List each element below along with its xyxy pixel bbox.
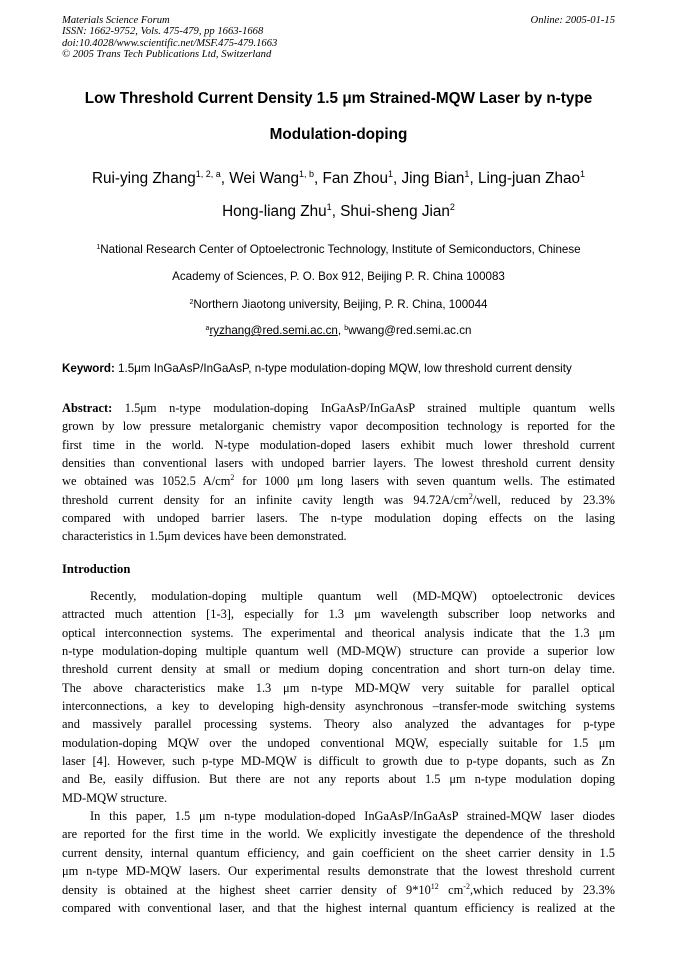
- email-marker: b: [344, 325, 349, 332]
- journal-header: [62, 15, 615, 61]
- superscript: -2: [463, 881, 470, 891]
- intro-line: attracted much attention [1-3], especially for 1.3 μm wavelength subscriber loop networks and: [62, 607, 615, 622]
- intro-line: are reported for the first time in the world. We explicitly investigate the dependence of the threshold: [62, 827, 615, 842]
- affiliation-marker: 1: [96, 244, 101, 251]
- author-name: Wei Wang: [229, 170, 299, 187]
- abstract-line: [62, 472, 615, 490]
- abstract-label: Abstract:: [62, 401, 113, 415]
- abstract-line: grown by low pressure metalorganic chemistry vapor decomposition technology is reported for the: [62, 419, 615, 434]
- intro-text: ,which reduced by 23.3%: [469, 882, 615, 897]
- introduction-body: [62, 587, 615, 917]
- keyword-label: Keyword:: [62, 362, 115, 375]
- author-name: Hong-liang Zhu: [222, 203, 327, 220]
- intro-line: optical interconnection systems. The experimental and theorical analysis indicate that the 1.3 μm: [62, 625, 615, 640]
- intro-line: Recently, modulation-doping multiple quantum well (MD-MQW) optoelectronic devices: [90, 589, 615, 603]
- intro-text: density is obtained at the highest sheet carrier density of 9*10: [62, 882, 431, 897]
- intro-line: MD-MQW structure.: [62, 790, 168, 805]
- author-separator: ,: [331, 203, 341, 220]
- paper-title-line-2: Modulation-doping: [269, 126, 408, 143]
- journal-name: Materials Science Forum: [62, 15, 170, 26]
- author-separator: ,: [313, 170, 323, 187]
- affiliation-1-line-2: Academy of Sciences, P. O. Box 912, Beijing P. R. China 100083: [172, 270, 505, 283]
- doi-line: doi:10.4028/www.scientific.net/MSF.475-479.1663: [62, 37, 278, 49]
- intro-line: n-type modulation-doping multiple quantum well (MD-MQW) structure can provide a superior low: [62, 644, 615, 659]
- issn-line: ISSN: 1662-9752, Vols. 475-479, pp 1663-1668: [62, 26, 264, 38]
- abstract: [62, 399, 615, 546]
- email-link-b: wwang@red.semi.ac.cn: [348, 324, 472, 337]
- superscript: 2: [468, 491, 473, 501]
- affiliation-marker: 2: [189, 299, 194, 306]
- email-line: [62, 324, 615, 337]
- affiliation-1-line-1: [62, 243, 615, 256]
- abstract-line: densities than conventional lasers with undoped barrier layers. The lowest threshold current density: [62, 456, 615, 471]
- author-name: Shui-sheng Jian: [340, 203, 450, 220]
- author-affil-sup: 2: [449, 202, 455, 212]
- abstract-text: 1.5μm n-type modulation-doping InGaAsP/InGaAsP strained multiple quantum wells: [112, 401, 615, 415]
- abstract-line: first time in the world. N-type modulation-doped lasers exhibit much lower threshold current: [62, 437, 615, 452]
- author-affil-sup: 1, b: [298, 169, 314, 179]
- abstract-line: [62, 399, 615, 417]
- author-name: Fan Zhou: [322, 170, 388, 187]
- email-link-a[interactable]: ryzhang@red.semi.ac.cn: [209, 324, 338, 337]
- abstract-text: threshold current density for an infinite cavity length was 94.72A/cm: [62, 492, 469, 507]
- author-list-line-2: [62, 203, 615, 221]
- author-separator: ,: [469, 170, 478, 187]
- email-marker: a: [205, 325, 210, 332]
- intro-text: cm: [438, 882, 464, 897]
- section-heading-introduction: Introduction: [62, 562, 131, 576]
- abstract-text: we obtained was 1052.5 A/cm: [62, 474, 231, 489]
- author-name: Rui-ying Zhang: [91, 170, 196, 187]
- author-name: Jing Bian: [401, 170, 465, 187]
- author-affil-sup: 1: [580, 169, 586, 179]
- intro-line: [62, 881, 615, 899]
- author-affil-sup: 1: [464, 169, 470, 179]
- abstract-text: /well, reduced by 23.3%: [472, 492, 615, 507]
- author-name: Ling-juan Zhao: [477, 170, 580, 187]
- abstract-line: compared with undoped barrier lasers. The n-type modulation doping effects on the lasing: [62, 511, 615, 526]
- affiliation-2: [62, 298, 615, 311]
- intro-line: compared with conventional laser, and that the highest internal quantum efficiency is realized at the: [62, 900, 615, 915]
- keyword-text: 1.5μm InGaAsP/InGaAsP, n-type modulation-doping MQW, low threshold current density: [114, 362, 572, 375]
- intro-line: μm n-type MD-MQW lasers. Our experimental results demonstrate that the lowest threshold current: [62, 864, 615, 879]
- intro-line: and Be, easily diffusion. But there are not any reports about 1.5 μm n-type modulation doping: [62, 772, 615, 787]
- superscript: 2: [230, 473, 235, 483]
- intro-line: current density, internal quantum efficiency, and gain coefficient on the sheet carrier density in 1.5: [62, 845, 615, 860]
- intro-line: modulation-doping MQW over the undoped conventional MQW, especially suitable for 1.5 μm: [62, 735, 615, 750]
- author-affil-sup: 1: [326, 202, 332, 212]
- author-separator: ,: [220, 170, 230, 187]
- affiliation-text: Northern Jiaotong university, Beijing, P. R. China, 100044: [193, 298, 488, 311]
- intro-line: interconnections, a key to developing high-density asynchronous –transfer-mode switching systems: [62, 699, 615, 714]
- keyword-line: [62, 362, 615, 375]
- copyright-line: © 2005 Trans Tech Publications Ltd, Switzerland: [62, 49, 272, 61]
- intro-line: and massively parallel processing systems. Theory also analyzed the advantages for p-type: [62, 717, 615, 732]
- affiliation-text: National Research Center of Optoelectronic Technology, Institute of Semiconductors, Chinese: [100, 243, 581, 256]
- superscript: 12: [430, 881, 439, 891]
- author-affil-sup: 1: [387, 169, 393, 179]
- author-affil-sup: 1, 2, a: [195, 169, 221, 179]
- author-separator: ,: [392, 170, 402, 187]
- intro-line: The above characteristics make 1.3 μm n-type MD-MQW very suitable for parallel optical: [62, 680, 615, 695]
- author-list-line-1: [62, 170, 615, 188]
- abstract-text: for 1000 μm long lasers with seven quantum wells. The estimated: [234, 474, 615, 489]
- online-date: Online: 2005-01-15: [530, 15, 615, 26]
- intro-line: threshold current density at small or medium doping concentration and short turn-on delay time.: [62, 662, 615, 677]
- intro-line: In this paper, 1.5 μm n-type modulation-doped InGaAsP/InGaAsP strained-MQW laser diodes: [90, 809, 615, 824]
- abstract-line: characteristics in 1.5μm devices have been demonstrated.: [62, 529, 347, 544]
- email-separator: ,: [337, 324, 345, 337]
- abstract-line: [62, 491, 615, 509]
- intro-line: laser [4]. However, such p-type MD-MQW is difficult to growth due to p-type dopants, such as Zn: [62, 754, 615, 769]
- paper-title-line-1: Low Threshold Current Density 1.5 μm Strained-MQW Laser by n-type: [84, 90, 593, 107]
